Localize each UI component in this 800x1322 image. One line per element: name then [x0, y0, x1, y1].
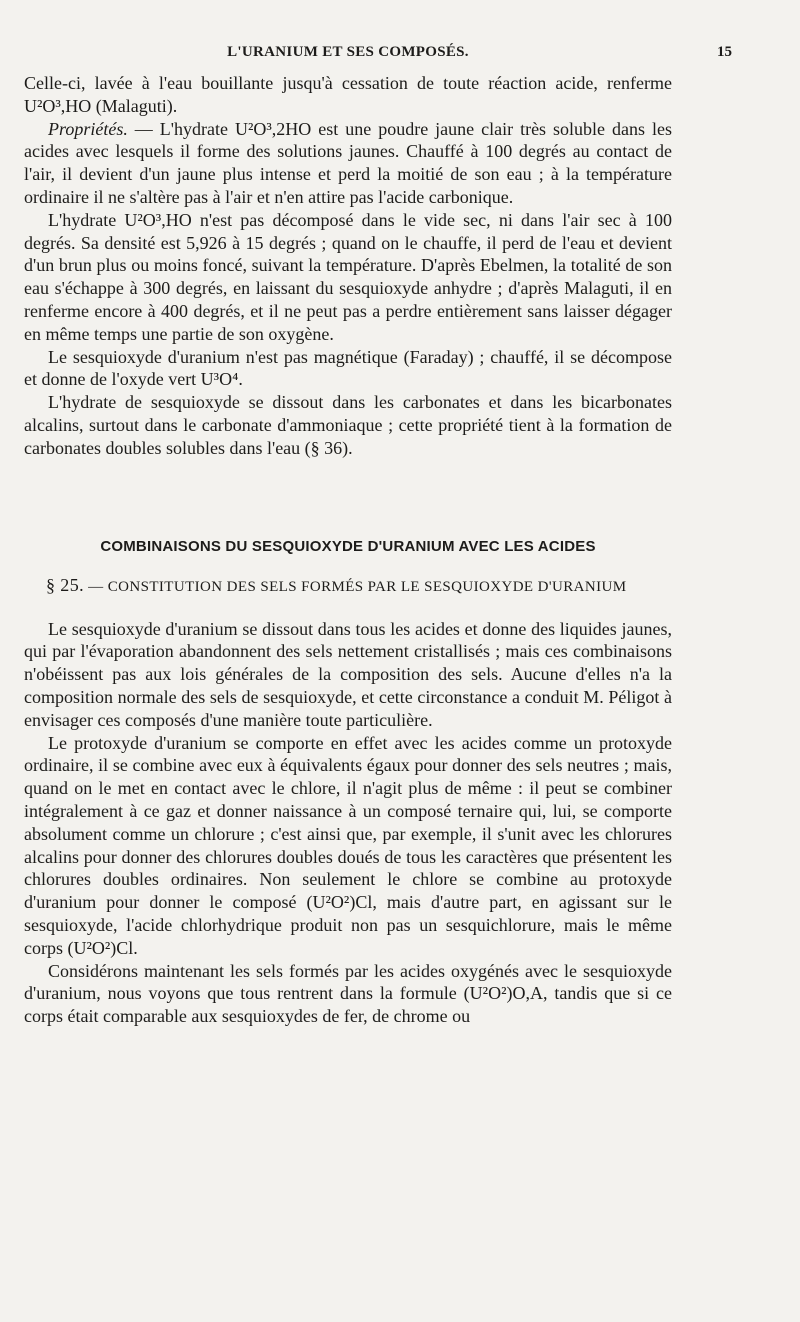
- running-header: [24, 44, 732, 66]
- subsection-title: — CONSTITUTION DES SELS FORMÉS PAR LE SESQUIOXYDE D'URANIUM: [88, 578, 627, 595]
- paragraph: Le protoxyde d'uranium se comporte en effet avec les acides comme un protoxyde ordinaire, il se combine avec eux à équivalents égaux pour donner des sels neutres ; mais, quand on le met en contact avec le chlore, il n'agit plus de même : il peut se combiner intégralement à ce gaz et donner naissance à un composé ternaire qui, lui, se comporte absolument comme un chlorure ; c'est ainsi que, par exemple, il s'unit avec les chlorures alcalins pour donner des chlorures doubles doués de tous les caractères que présentent les chlorures doubles ordinaires. Non seulement le chlore se combine au protoxyde d'uranium pour donner le composé (U²O²)Cl, mais d'autre part, en agissant sur le sesquioxyde, l'acide chlorhydrique produit non pas un sesquichlorure, mais le même corps (U²O²)Cl.: [24, 732, 672, 958]
- paragraph: L'hydrate U²O³,HO n'est pas décomposé dans le vide sec, ni dans l'air sec à 100 degrés. Sa densité est 5,926 à 15 degrés ; quand on le chauffe, il perd de l'eau et devient d'un brun plus ou moins foncé, suivant la température. D'après Ebelmen, la totalité de son eau s'échappe à 300 degrés, en laissant du sesquioxyde anhydre ; d'après Malaguti, il en renferme encore à 400 degrés, et il ne peut pas a perdre entièrement sans laisser dégager en même temps une partie de son oxygène.: [24, 209, 672, 344]
- paragraph: Le sesquioxyde d'uranium se dissout dans tous les acides et donne des liquides jaunes, qui par l'évaporation abandonnent des sels nettement cristallisés ; mais ces combinaisons n'obéissent pas aux lois générales de la composition des sels. Aucune d'elles n'a la composition normale des sels de sesquioxyde, et cette circonstance a conduit M. Péligot à envisager ces composés d'une manière toute particulière.: [24, 618, 672, 730]
- page-number: 15: [717, 44, 732, 60]
- subsection-heading: [24, 575, 694, 596]
- lower-body-text: [24, 618, 672, 1028]
- running-title: L'URANIUM ET SES COMPOSÉS.: [227, 44, 469, 60]
- paragraph-text: — L'hydrate U²O³,2HO est une poudre jaune clair très soluble dans les acides avec lesquels il forme des solutions jaunes. Chauffé à 100 degrés au contact de l'air, il devient d'un jaune plus intense et perd la moitié de son eau ; à la température ordinaire il ne s'altère pas à l'air et n'en attire pas l'acide carbonique.: [24, 118, 672, 207]
- paragraph: [24, 118, 672, 209]
- paragraph: L'hydrate de sesquioxyde se dissout dans les carbonates et dans les bicarbonates alcalins, surtout dans le carbonate d'ammoniaque ; cette propriété tient à la formation de carbonates doubles solubles dans l'eau (§ 36).: [24, 392, 672, 458]
- paragraph: Le sesquioxyde d'uranium n'est pas magnétique (Faraday) ; chauffé, il se décompose et donne de l'oxyde vert U³O⁴.: [24, 346, 672, 390]
- upper-body-text: [24, 72, 672, 460]
- paragraph-lead: Propriétés.: [48, 118, 128, 139]
- section-heading: COMBINAISONS DU SESQUIOXYDE D'URANIUM AVEC LES ACIDES: [100, 537, 596, 555]
- paragraph: Considérons maintenant les sels formés par les acides oxygénés avec le sesquioxyde d'uranium, nous voyons que tous rentrent dans la formule (U²O²)O,A, tandis que si ce corps était comparable aux sesquioxydes de fer, de chrome ou: [24, 960, 672, 1027]
- subsection-number: § 25.: [46, 574, 84, 595]
- paragraph: Celle-ci, lavée à l'eau bouillante jusqu'à cessation de toute réaction acide, renferme U²O³,HO (Malaguti).: [24, 73, 672, 116]
